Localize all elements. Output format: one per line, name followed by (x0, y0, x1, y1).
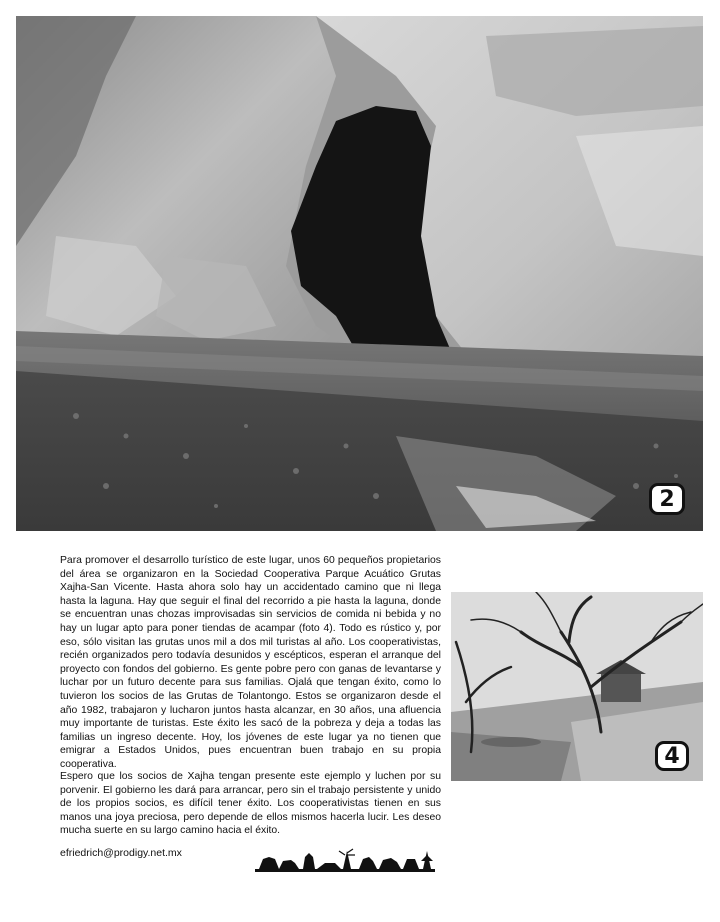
lagoon-trees-photo (451, 592, 703, 781)
photo-number-badge: 2 (649, 483, 685, 515)
article-paragraph: Para promover el desarrollo turístico de este lugar, unos 60 pequeños propietarios del área se organizaron en la Sociedad Cooperativa Parque Acuático Grutas Xajha-San Vicente. Hasta ahora solo hay un accidentado camino que ni llega hasta la laguna. Hay que seguir el final del recorrido a pie hasta la laguna, donde se encuentran unas chozas improvisadas sin servicios de comida ni bebida y no hay un lugar apto para poner tiendas de acampar (foto 4). Todo es rústico y, por eso, sólo visitan las grutas unos mil a dos mil turistas al año. Los cooperativistas, recién organizados pero todavía desunidos y escépticos, esperan el arranque del proyecto con fondos del gobierno. Es gente pobre pero con ganas de levantarse y luchar por un futuro decente para sus familias. Ojalá que tengan éxito, como lo tuvieron los socios de las Grutas de Tolantongo. Estos se organizaron desde el año 1982, trabajaron y lucharon juntos hasta alcanzar, en 30 años, una afluencia muy importante de turistas. Este éxito les sacó de la pobreza y deja a todas las familias un ingreso decente. Hoy, los jóvenes de este lugar ya no tienen que emigrar a Estados Unidos, pues encuentran buen trabajo en su propia cooperativa. (60, 555, 441, 770)
author-email: efriedrich@prodigy.net.mx (60, 847, 182, 859)
article-paragraph: Espero que los socios de Xajha tengan presente este ejemplo y luchen por su porvenir. El gobierno les dará para arrancar, pero sin el trabajo persistente y unido de los propios socios, es difícil tener éxito. Los cooperativistas tienen en sus manos una joya preciosa, pero depende de ellos mismos hacerla lucir. Les deseo mucha suerte en su largo camino hacia el éxito. (60, 771, 441, 837)
photo-number-badge: 4 (655, 741, 689, 771)
desert-caravan-ornament-icon (255, 845, 435, 877)
cave-photo (16, 16, 703, 531)
